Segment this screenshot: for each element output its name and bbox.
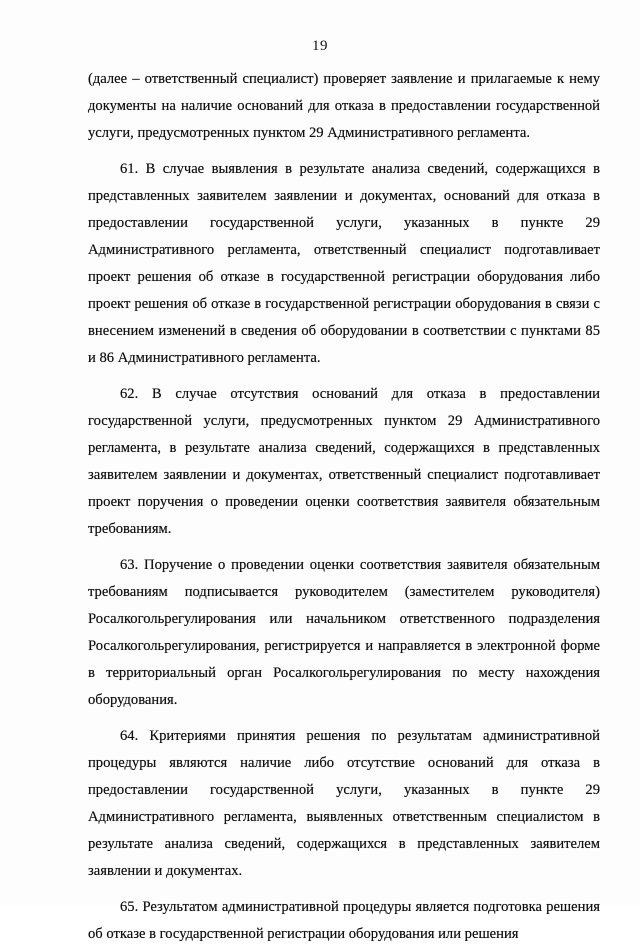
paragraph-continuation: (далее – ответственный специалист) проверяет заявление и прилагаемые к нему документы на наличие оснований для отказа в предоставлении государственной услуги, предусмотренных пунктом 29 Административного регламента.: [88, 71, 600, 141]
paragraph-64: 64. Критериями принятия решения по результатам административной процедуры являются наличие либо отсутствие оснований для отказа в предоставлении государственной услуги, указанных в пункте 29 Административного регламента, выявленных ответственным специалистом в результате анализа сведений, содержащихся в представленных заявителем заявлении и документах.: [88, 728, 600, 879]
paragraph-62: 62. В случае отсутствия оснований для отказа в предоставлении государственной услуги, предусмотренных пунктом 29 Административного регламента, в результате анализа сведений, содержащихся в представленных заявителем заявлении и документах, ответственный специалист подготавливает проект поручения о проведении оценки соответствия заявителя обязательным требованиям.: [88, 386, 600, 537]
paragraph-63: 63. Поручение о проведении оценки соответствия заявителя обязательным требованиям подписывается руководителем (заместителем руководителя) Росалкогольрегулирования или начальником ответственного подразделения Росалкогольрегулирования, регистрируется и направляется в электронной форме в территориальный орган Росалкогольрегулирования по месту нахождения оборудования.: [88, 557, 600, 708]
document-body: [88, 66, 600, 948]
page-number: 19: [312, 38, 328, 54]
paragraph-65: 65. Результатом административной процедуры является подготовка решения об отказе в государственной регистрации оборудования или решения: [88, 899, 600, 942]
paragraph-61: 61. В случае выявления в результате анализа сведений, содержащихся в представленных заявителем заявлении и документах, оснований для отказа в предоставлении государственной услуги, указанных в пункте 29 Административного регламента, ответственный специалист подготавливает проект решения об отказе в государственной регистрации оборудования либо проект решения об отказе в государственной регистрации оборудования в связи с внесением изменений в сведения об оборудовании в соответствии с пунктами 85 и 86 Административного регламента.: [88, 161, 600, 366]
